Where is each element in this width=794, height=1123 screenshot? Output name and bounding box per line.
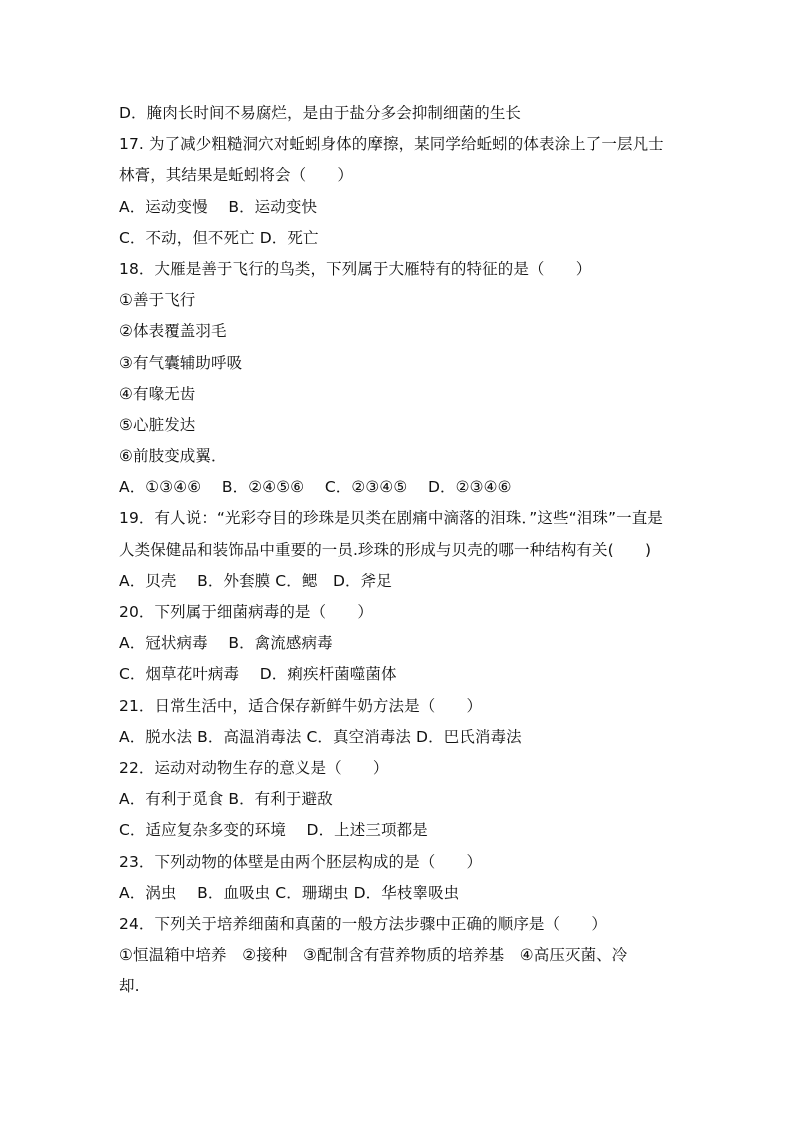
- question-17-stem-cont: 林膏，其结果是蚯蚓将会（ ）: [119, 166, 354, 185]
- question-18-item-1: ①善于飞行: [119, 291, 196, 310]
- question-22-options-cd: C．适应复杂多变的环境 D．上述三项都是: [119, 821, 428, 840]
- question-18-item-3: ③有气囊辅助呼吸: [119, 353, 243, 372]
- question-17-stem: 17. 为了减少粗糙洞穴对蚯蚓身体的摩擦，某同学给蚯蚓的体表涂上了一层凡士: [119, 135, 664, 154]
- question-19-stem: 19．有人说：“光彩夺目的珍珠是贝类在剧痛中滴落的泪珠．”这些“泪珠”一直是: [119, 509, 663, 528]
- question-17-options-ab: A．运动变慢 B．运动变快: [119, 197, 318, 216]
- question-24-stem: 24．下列关于培养细菌和真菌的一般方法步骤中正确的顺序是（ ）: [119, 914, 607, 933]
- question-21-stem: 21．日常生活中，适合保存新鲜牛奶方法是（ ）: [119, 696, 483, 715]
- question-text-block: [119, 98, 679, 1002]
- question-22-stem: 22．运动对动物生存的意义是（ ）: [119, 758, 389, 777]
- question-24-steps-cont: 却.: [119, 977, 140, 996]
- question-19-options: A．贝壳 B．外套膜 C．鳃 D．斧足: [119, 571, 392, 590]
- option-16-d: D．腌肉长时间不易腐烂，是由于盐分多会抑制细菌的生长: [119, 104, 522, 122]
- question-20-options-ab: A．冠状病毒 B．禽流感病毒: [119, 634, 333, 653]
- question-18-item-5: ⑤心脏发达: [119, 415, 196, 434]
- question-17-options-cd: C．不动，但不死亡 D．死亡: [119, 228, 319, 247]
- question-24-steps: ①恒温箱中培养 ②接种 ③配制含有营养物质的培养基 ④高压灭菌、冷: [119, 946, 628, 965]
- question-20-options-cd: C．烟草花叶病毒 D．痢疾杆菌噬菌体: [119, 665, 397, 684]
- question-23-options: A．涡虫 B．血吸虫 C．珊瑚虫 D．华枝睾吸虫: [119, 883, 460, 902]
- question-22-options-ab: A．有利于觅食 B．有利于避敌: [119, 790, 333, 809]
- question-18-item-6: ⑥前肢变成翼．: [119, 447, 227, 466]
- question-18-stem: 18．大雁是善于飞行的鸟类，下列属于大雁特有的特征的是（ ）: [119, 259, 592, 278]
- question-18-item-4: ④有喙无齿: [119, 384, 196, 403]
- question-18-options: A．①③④⑥ B．②④⑤⑥ C．②③④⑤ D．②③④⑥: [119, 478, 512, 497]
- question-20-stem: 20．下列属于细菌病毒的是（ ）: [119, 603, 373, 621]
- question-23-stem: 23．下列动物的体壁是由两个胚层构成的是（ ）: [119, 852, 483, 871]
- question-19-stem-cont: 人类保健品和装饰品中重要的一员.珍珠的形成与贝壳的哪一种结构有关( ): [119, 540, 652, 559]
- question-21-options: A．脱水法 B．高温消毒法 C．真空消毒法 D．巴氏消毒法: [119, 727, 522, 746]
- question-18-item-2: ②体表覆盖羽毛: [119, 322, 227, 341]
